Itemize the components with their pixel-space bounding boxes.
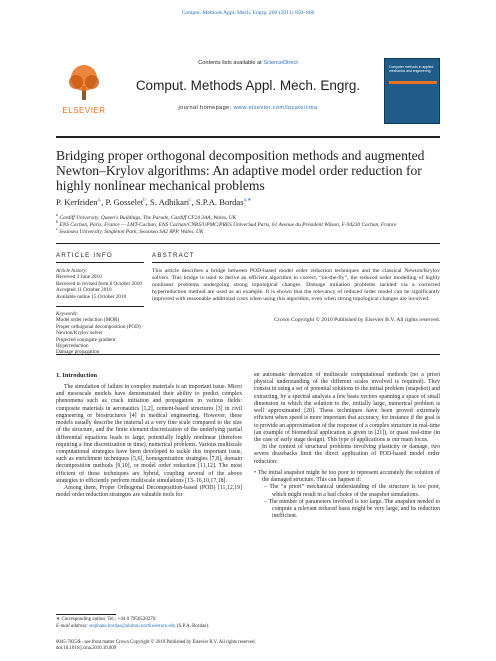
author-list: P. Kerfriden$^{a,}$, P. Gosselet$^b$, S. Adhikari$^c$, S.P.A. Bordas$^{a,∗}$ xyxy=(56,197,252,207)
abstract-copyright: Crown Copyright © 2010 Published by Elsevier B.V. All rights reserved. xyxy=(274,317,440,323)
history-item: Received 3 June 2010 xyxy=(56,274,102,281)
author-affiliation-mark[interactable]: b xyxy=(143,197,146,204)
elsevier-wordmark: ELSEVIER xyxy=(62,106,106,115)
author-affiliation-mark[interactable]: a,∗ xyxy=(243,197,252,204)
footnote xyxy=(56,617,246,630)
issn-line: 0045-7825/$ - see front matter Crown Copyright © 2010 Published by Elsevier B.V. All rights reserved. xyxy=(56,640,256,645)
contents-prefix: Contents lists available at xyxy=(198,60,264,66)
email-label: E-mail address: xyxy=(56,623,90,629)
masthead-rule xyxy=(56,136,440,138)
affiliation xyxy=(56,226,440,235)
journal-masthead xyxy=(56,58,440,130)
author-affiliation-mark[interactable]: a, xyxy=(97,197,102,204)
list-item-text: The “a priori” mechanical understanding of the structure is too poor, which might result in a bad choice of the snapshot simulations. xyxy=(269,484,440,498)
email-link[interactable]: stephane.bordas@alumni.northwestern.edu xyxy=(89,623,176,629)
affiliation-text: ENS Cachan, Paris, France — LMT-Cachan, ENS Cachan/CNRS/UPMC/PRES UniverSud Paris, 61 Avenue du Président Wilson, F-94230 Cachan, France xyxy=(59,221,397,228)
email-suffix: (S.P.A. Bordas). xyxy=(175,623,210,629)
keywords xyxy=(56,311,146,356)
keyword: Projected conjugate gradient xyxy=(56,336,116,343)
author-affiliation-mark[interactable]: c xyxy=(189,197,192,204)
article-title: Bridging proper orthogonal decomposition methods and augmented Newton–Krylov algorithms: An adaptive model order reduction for highly nonlinear mechanical problems xyxy=(56,148,425,194)
front-matter-rule xyxy=(56,243,440,244)
list-item: • The initial snapshot might be too poor to represent accurately the solution of the damaged structure. This can happen if: xyxy=(254,469,441,484)
keyword: Hyperreduction xyxy=(56,343,89,350)
list-item-text: The initial snapshot might be too poor to represent accurately the solution of the damaged structure. This can happen if: xyxy=(257,469,441,484)
history-item: Received in revised form 6 October 2010 xyxy=(56,280,142,287)
body-paragraph: an automatic derivation of multiscale computational methods (no a priori physical understanding of the different scales involved is required). They consist in using a set of potential solutions to the initial problem (snapshot) and extracting, by a spectral analysis a few basis vectors spanning a space of small dimension in which the solution to the, initially large, numerical problem is well approximated [20]. These techniques have been proved extremely efficient when speed is more important that accuracy, for instance if the goal is to provide an approximation of the response of a complex structure in real-time (an example of biomedical application is given in [21]), or quasi real-time (in the case of early stage design). This type of applications is our main focus. xyxy=(254,372,440,443)
section-heading: 1. Introduction xyxy=(56,372,98,379)
abstract-rule xyxy=(152,262,440,263)
article-history xyxy=(56,268,146,300)
list-item-text: The number of parameters involved is too large. The snapshot needed to compute a relevant reduced basis might be very large, and its reduction inefficient. xyxy=(268,498,440,520)
homepage-prefix: journal homepage: xyxy=(178,105,234,111)
affiliation-mark: b xyxy=(56,219,58,224)
sciencedirect-link[interactable]: ScienceDirect xyxy=(263,60,298,66)
affiliation-mark: c xyxy=(56,226,58,231)
abstract-heading: ABSTRACT xyxy=(152,252,195,259)
keyword: Damage propagation xyxy=(56,349,100,356)
author: S.P.A. Bordas xyxy=(195,197,244,207)
list-item: – The “a priori” mechanical understanding of the structure is too poor, which might result in a bad choice of the snapshot simulations. xyxy=(264,484,440,498)
affiliation-text: Swansea University, Singleton Park, Swansea SA2 8PP, Wales, UK xyxy=(59,228,204,235)
contents-line xyxy=(118,60,378,66)
body-paragraph: The simulation of failure in complex materials is an important issue. Micro and mesoscale models have demonstrated their ability to predict complex phenomena such as crack initiation and propagation in various fields: composite materials in aeronautics [1,2], cement-based structures [3] in civil engineering or biostructures [4] in medical engineering. However, these models usually describe the material at a very fine scale compared to the size of the structure, and the finite element discretization of the underlying partial differential equations leads to large, potentially highly nonlinear (therefore requiring a fine discretization in time), numerical problems. Various multiscale computational strategies have been developed to tackle this important issue, such as enrichment techniques [5,6], homogenization strategies [7,8], domain decomposition methods [9,10], or model order reduction [11,12]. The most efficient of these techniques are hybrid, coupling several of the above strategies to efficiently perform multiscale simulations [13–16,10,17,18]. xyxy=(56,384,242,484)
left-column xyxy=(56,384,242,500)
author: P. Gosselet xyxy=(105,197,144,207)
journal-cover-thumbnail[interactable] xyxy=(384,58,440,124)
homepage-link[interactable]: www.elsevier.com/locate/cma xyxy=(233,105,318,111)
affiliation-mark: a xyxy=(56,212,58,217)
abstract-bottom-rule xyxy=(56,354,440,355)
body-paragraph: Among them, Proper Orthogonal Decomposition-based (POD) [11,12,19] model order reduction strategies are valuable tools for xyxy=(56,485,242,499)
author: P. Kerfriden xyxy=(56,197,98,207)
keyword: Model order reduction (MOR) xyxy=(56,317,120,324)
journal-reference[interactable]: Comput. Methods Appl. Mech. Engrg. 200 (2011) 850–866 xyxy=(181,10,315,16)
keywords-label: Keywords: xyxy=(56,311,79,317)
doi-line[interactable]: doi:10.1016/j.cma.2010.10.009 xyxy=(56,646,117,651)
elsevier-logo[interactable] xyxy=(56,58,112,124)
corresponding-author: ∗ Corresponding author. Tel.: +44 0 7956520270. xyxy=(56,617,157,622)
history-item: Accepted 11 October 2010 xyxy=(56,287,112,294)
abstract-text: This article describes a bridge between POD-based model order reduction techniques and the classical Newton/Krylov solvers. This bridge is used to derive an efficient algorithm to correct, “on-the-fly”, the reduced order modelling of highly nonlinear problems undergoing strong topological changes. Damage initiation problems tackled via a corrected hyperreduction method are used as an example. It is shown that the relevancy of reduced order model can be significantly improved with reasonable additional costs when using this algorithm, even when strong topological changes are involved. xyxy=(152,268,440,303)
keyword: Newton/Krylov solver xyxy=(56,330,103,337)
footnote-rule xyxy=(56,614,116,615)
journal-homepage xyxy=(118,105,378,111)
history-label: Article history: xyxy=(56,268,88,274)
affiliation-text: Cardiff University, Queen's Buildings, The Parade, Cardiff CF24 3AA, Wales, UK xyxy=(59,214,237,221)
cover-title: Computer methods in applied mechanics and engineering xyxy=(389,65,434,74)
body-paragraph: In the context of structural problems involving plasticity or damage, two severe drawbacks limit the direct application of POD-based model order reduction: xyxy=(254,444,440,465)
journal-name: Comput. Methods Appl. Mech. Engrg. xyxy=(135,78,361,93)
article-info-rule xyxy=(56,262,144,263)
article-info-heading: ARTICLE INFO xyxy=(56,252,113,259)
right-column xyxy=(254,372,440,520)
email-line xyxy=(56,624,246,631)
cover-strip xyxy=(389,81,437,84)
list-item: – The number of parameters involved is too large. The snapshot needed to compute a relevant reduced basis might be very large, and its reduction inefficient. xyxy=(264,498,440,520)
elsevier-tree-icon xyxy=(64,62,104,102)
history-rule xyxy=(56,306,144,307)
author: S. Adhikari xyxy=(150,197,190,207)
keyword: Proper orthogonal decomposition (POD) xyxy=(56,323,141,330)
history-item: Available online 15 October 2010 xyxy=(56,293,127,300)
